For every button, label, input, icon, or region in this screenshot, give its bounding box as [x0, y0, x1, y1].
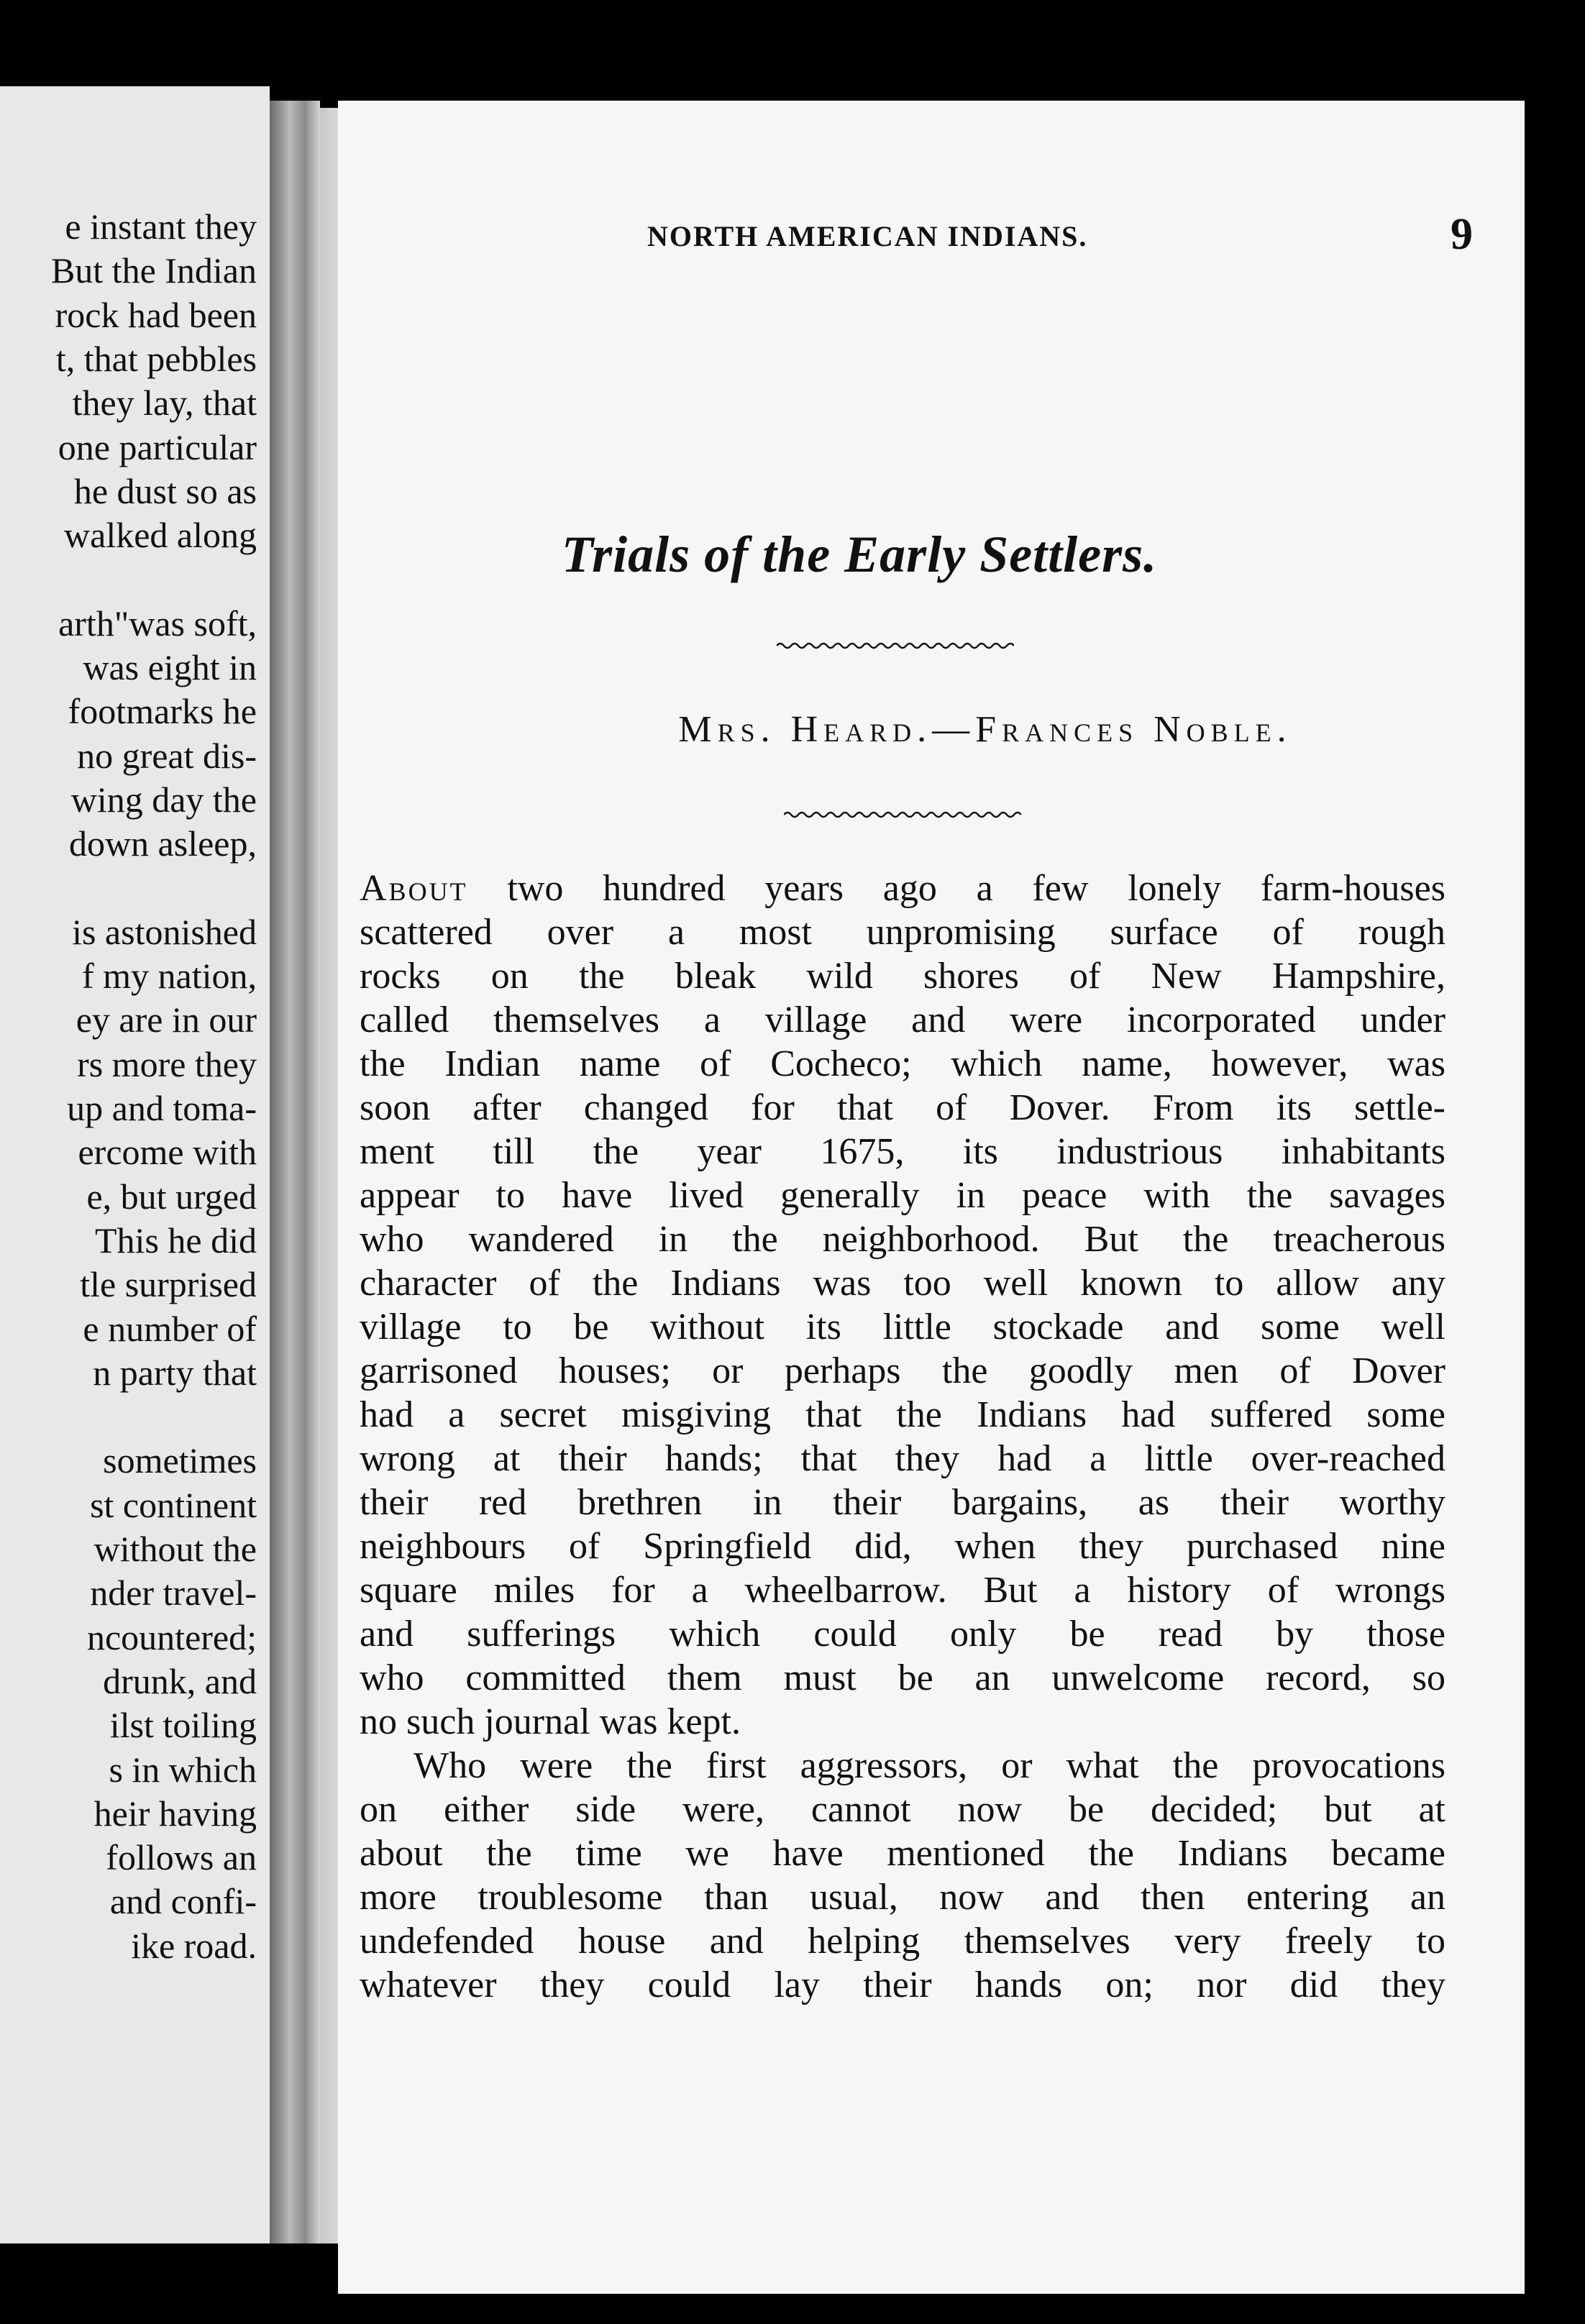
ornamental-rule-bottom	[784, 809, 1021, 820]
text-line: character of the Indians was too well known to allow any	[360, 1263, 1445, 1304]
left-page-line: rock had been	[55, 294, 257, 335]
left-page-line: is astonished	[72, 911, 257, 952]
left-page-line: wing day the	[70, 779, 257, 820]
left-page-line: ike road.	[131, 1925, 257, 1966]
left-page-line: he dust so as	[73, 470, 257, 511]
left-page-line: footmarks he	[68, 691, 257, 732]
text-line: about the time we have mentioned the Indians became	[360, 1833, 1445, 1874]
text-line: garrisoned houses; or perhaps the goodly men of Dover	[360, 1350, 1445, 1391]
left-page-line: up and toma-	[67, 1088, 257, 1128]
section-title: Mrs. Heard.—Frances Noble.	[678, 709, 1292, 750]
left-page-line: e instant they	[65, 206, 257, 247]
left-page-line: tle surprised	[80, 1264, 257, 1305]
text-line: whatever they could lay their hands on; nor did they	[360, 1964, 1445, 2005]
text-line: appear to have lived generally in peace with the savages	[360, 1175, 1445, 1216]
left-page-line: s in which	[109, 1749, 257, 1790]
left-page-line: drunk, and	[103, 1660, 257, 1701]
left-page-line: no great dis-	[77, 735, 257, 776]
text-line: rocks on the bleak wild shores of New Hampshire,	[360, 956, 1445, 997]
left-page-line: ilst toiling	[109, 1705, 257, 1746]
book-gutter	[270, 101, 320, 2243]
left-page-line: was eight in	[83, 647, 257, 687]
left-page-line: follows an	[106, 1837, 257, 1878]
text-line: called themselves a village and were incorporated under	[360, 999, 1445, 1040]
left-page-line: nder travel-	[90, 1573, 257, 1614]
text-line: the Indian name of Cocheco; which name, however, was	[360, 1043, 1445, 1084]
left-page-line: e number of	[83, 1308, 257, 1349]
ornamental-rule-top	[777, 640, 1014, 651]
text-line: square miles for a wheelbarrow. But a history of wrongs	[360, 1570, 1445, 1611]
text-line: who committed them must be an unwelcome record, so	[360, 1657, 1445, 1698]
left-page-line: e, but urged	[86, 1176, 257, 1217]
text-line: scattered over a most unpromising surface of rough	[360, 912, 1445, 953]
left-page-line: ey are in our	[76, 999, 257, 1040]
left-page-line: arth"was soft,	[58, 603, 257, 644]
paragraph-lead-word: About	[360, 868, 468, 909]
left-page-line: ercome with	[78, 1132, 257, 1173]
left-page-line: f my nation,	[81, 956, 257, 997]
left-page-line: and confi-	[109, 1881, 257, 1922]
text-line: ment till the year 1675, its industrious inhabitants	[360, 1131, 1445, 1172]
left-page-line: st continent	[90, 1484, 257, 1525]
text-line: neighbours of Springfield did, when they purchased nine	[360, 1526, 1445, 1567]
chapter-title: Trials of the Early Settlers.	[561, 526, 1158, 583]
text-line: village to be without its little stockade and some well	[360, 1307, 1445, 1348]
text-line: their red brethren in their bargains, as their worthy	[360, 1482, 1445, 1523]
text-line-content: two hundred years ago a few lonely farm-houses	[467, 868, 1445, 909]
left-page-line: rs more they	[77, 1043, 257, 1084]
text-line: who wandered in the neighborhood. But the treacherous	[360, 1219, 1445, 1260]
text-line: soon after changed for that of Dover. From its settle-	[360, 1087, 1445, 1128]
previous-page-fragment	[0, 86, 270, 2243]
left-page-line: t, that pebbles	[55, 338, 257, 379]
left-page-line: ncountered;	[86, 1616, 257, 1657]
running-head-title: NORTH AMERICAN INDIANS.	[647, 220, 1088, 252]
book-page	[338, 101, 1525, 2294]
left-page-line: down asleep,	[68, 823, 257, 864]
text-line	[360, 866, 1445, 910]
left-page-line: But the Indian	[50, 250, 257, 291]
left-page-line: sometimes	[103, 1440, 257, 1481]
text-line: wrong at their hands; that they had a little over-reached	[360, 1438, 1445, 1479]
left-page-line: heir having	[93, 1793, 257, 1834]
left-page-line: walked along	[64, 515, 257, 556]
text-line: and sufferings which could only be read by those	[360, 1614, 1445, 1655]
left-page-line: This he did	[95, 1220, 257, 1261]
text-line: on either side were, cannot now be decided; but at	[360, 1789, 1445, 1830]
left-page-line: one particular	[58, 426, 257, 467]
left-page-line: n party that	[93, 1352, 257, 1393]
left-page-line: without the	[93, 1529, 257, 1569]
text-line: undefended house and helping themselves very freely to	[360, 1921, 1445, 1962]
text-line: had a secret misgiving that the Indians had suffered some	[360, 1394, 1445, 1435]
left-page-line: they lay, that	[72, 383, 257, 424]
text-line: more troublesome than usual, now and then entering an	[360, 1877, 1445, 1918]
page-number: 9	[1451, 210, 1474, 259]
text-line: Who were the first aggressors, or what the provocations	[414, 1745, 1445, 1786]
body-text	[360, 866, 1445, 2007]
text-line: no such journal was kept.	[360, 1701, 741, 1742]
